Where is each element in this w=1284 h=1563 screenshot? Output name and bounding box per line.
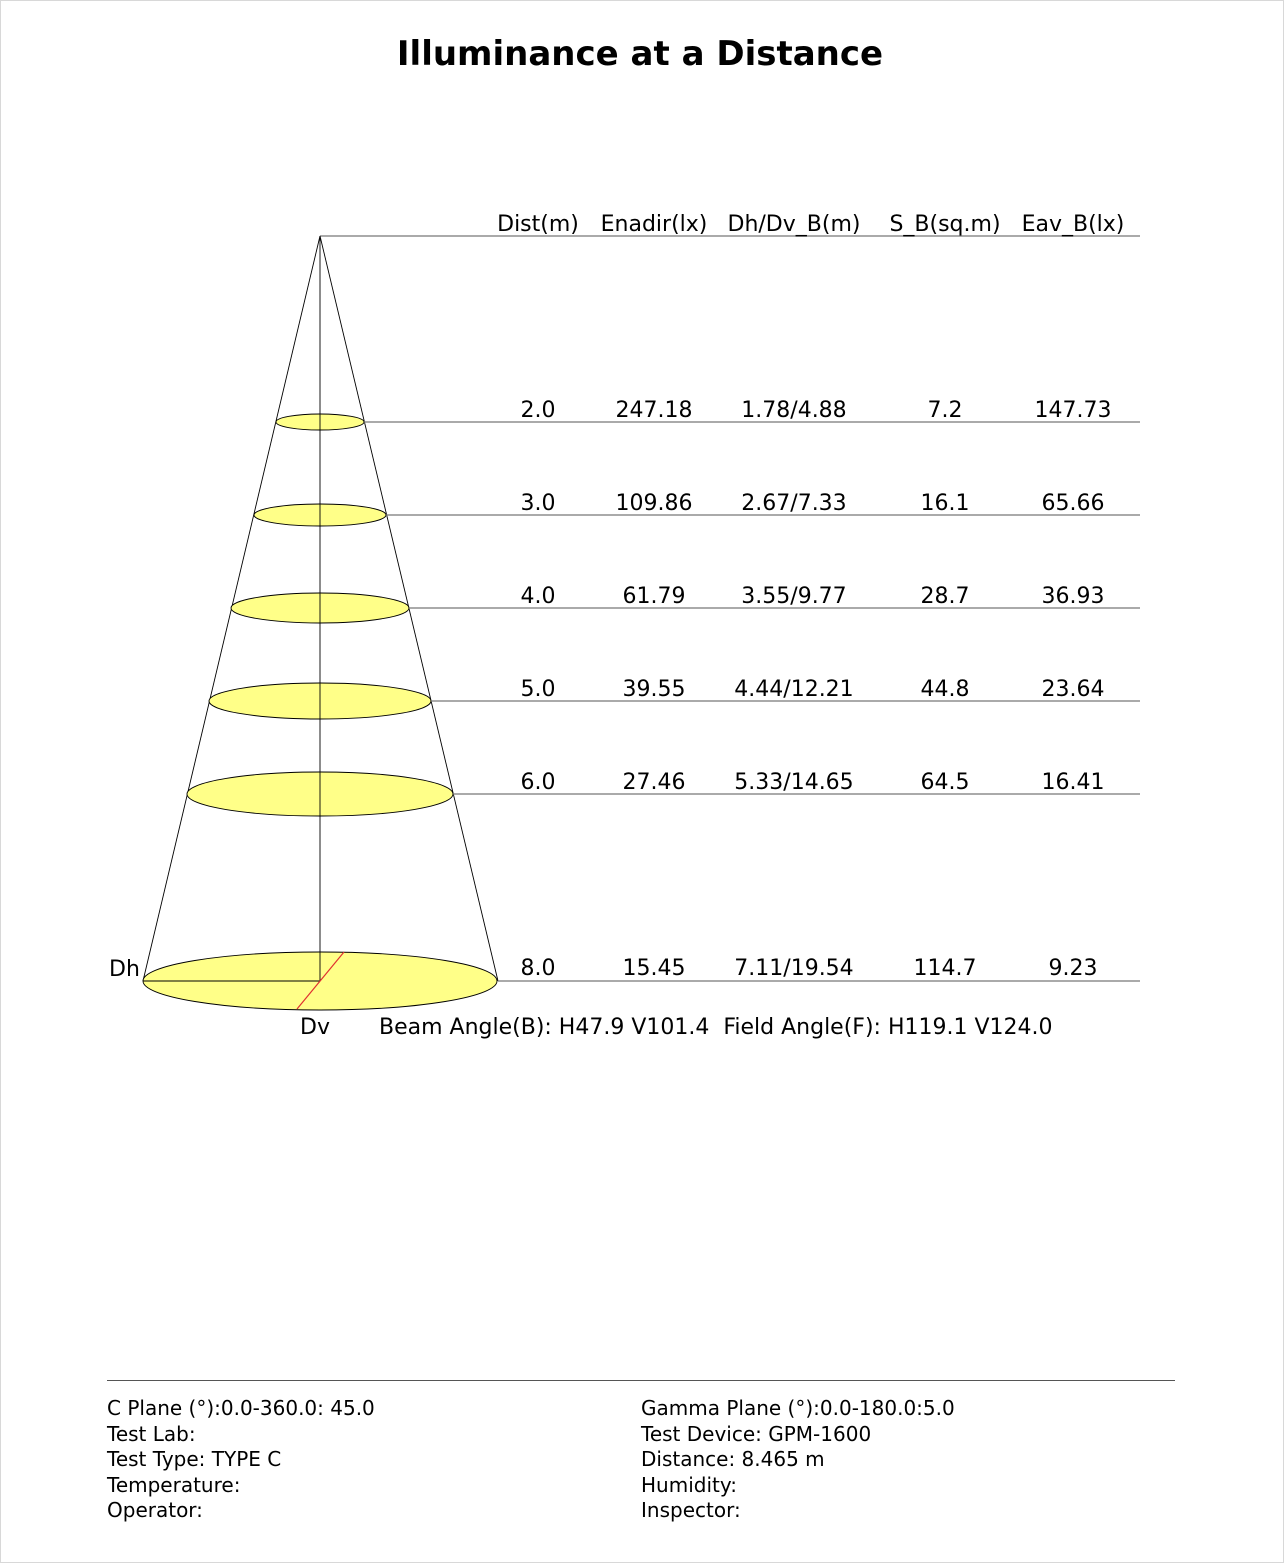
dv-label: Dv <box>300 1015 330 1040</box>
table-row <box>521 398 1112 423</box>
cell-dhdv: 7.11/19.54 <box>734 956 854 981</box>
test-type-info: Test Type: TYPE C <box>107 1447 282 1471</box>
cell-sb: 114.7 <box>913 956 977 981</box>
footer-rule <box>107 1380 1175 1381</box>
table-row <box>521 956 1098 981</box>
cell-eav: 23.64 <box>1041 677 1105 702</box>
table-row <box>521 491 1105 516</box>
page-title: Illuminance at a Distance <box>396 34 884 74</box>
cell-sb: 64.5 <box>920 770 970 795</box>
cell-enadir: 61.79 <box>622 584 686 609</box>
header-sb: S_B(sq.m) <box>889 212 1001 237</box>
operator-info: Operator: <box>107 1498 203 1522</box>
gamma-plane-info: Gamma Plane (°):0.0-180.0:5.0 <box>641 1396 955 1420</box>
test-device-info: Test Device: GPM-1600 <box>641 1421 872 1446</box>
table-row <box>521 677 1105 702</box>
cell-enadir: 27.46 <box>622 770 686 795</box>
distance-info: Distance: 8.465 m <box>641 1447 825 1471</box>
humidity-info: Humidity: <box>641 1472 737 1497</box>
cell-dist: 8.0 <box>520 956 556 981</box>
cell-dist: 5.0 <box>520 677 556 702</box>
dh-label: Dh <box>109 957 140 982</box>
cell-dhdv: 4.44/12.21 <box>734 677 854 702</box>
test-lab-info: Test Lab: <box>107 1421 196 1446</box>
cell-eav: 65.66 <box>1041 491 1105 516</box>
header-dhdv: Dh/Dv_B(m) <box>727 212 861 237</box>
inspector-info: Inspector: <box>641 1498 741 1522</box>
table-row <box>521 770 1105 795</box>
footer-left <box>107 1396 375 1524</box>
cell-dist: 2.0 <box>520 398 556 423</box>
cell-dist: 6.0 <box>520 770 556 795</box>
header-enadir: Enadir(lx) <box>600 212 708 237</box>
cell-enadir: 39.55 <box>622 677 686 702</box>
table-row <box>521 584 1105 609</box>
cell-eav: 9.23 <box>1048 956 1098 981</box>
cell-sb: 16.1 <box>920 491 970 516</box>
cell-sb: 7.2 <box>927 398 963 423</box>
cell-sb: 28.7 <box>920 584 970 609</box>
header-dist: Dist(m) <box>497 212 579 237</box>
cell-enadir: 15.45 <box>622 956 686 981</box>
angles-label: Beam Angle(B): H47.9 V101.4 Field Angle(F): H119.1 V124.0 <box>379 1015 1053 1040</box>
cell-dhdv: 5.33/14.65 <box>734 770 854 795</box>
c-plane-info: C Plane (°):0.0-360.0: 45.0 <box>107 1396 375 1420</box>
cell-dhdv: 1.78/4.88 <box>741 398 847 423</box>
footer-right <box>641 1396 955 1524</box>
cell-dhdv: 2.67/7.33 <box>741 491 847 516</box>
temperature-info: Temperature: <box>107 1472 241 1497</box>
cell-enadir: 247.18 <box>615 398 693 423</box>
header-eav: Eav_B(lx) <box>1021 212 1125 237</box>
cell-dist: 3.0 <box>520 491 556 516</box>
cell-eav: 16.41 <box>1041 770 1105 795</box>
cell-dhdv: 3.55/9.77 <box>741 584 847 609</box>
cell-sb: 44.8 <box>920 677 970 702</box>
cell-dist: 4.0 <box>520 584 556 609</box>
cell-eav: 36.93 <box>1041 584 1105 609</box>
cell-enadir: 109.86 <box>615 491 693 516</box>
cell-eav: 147.73 <box>1034 398 1112 423</box>
